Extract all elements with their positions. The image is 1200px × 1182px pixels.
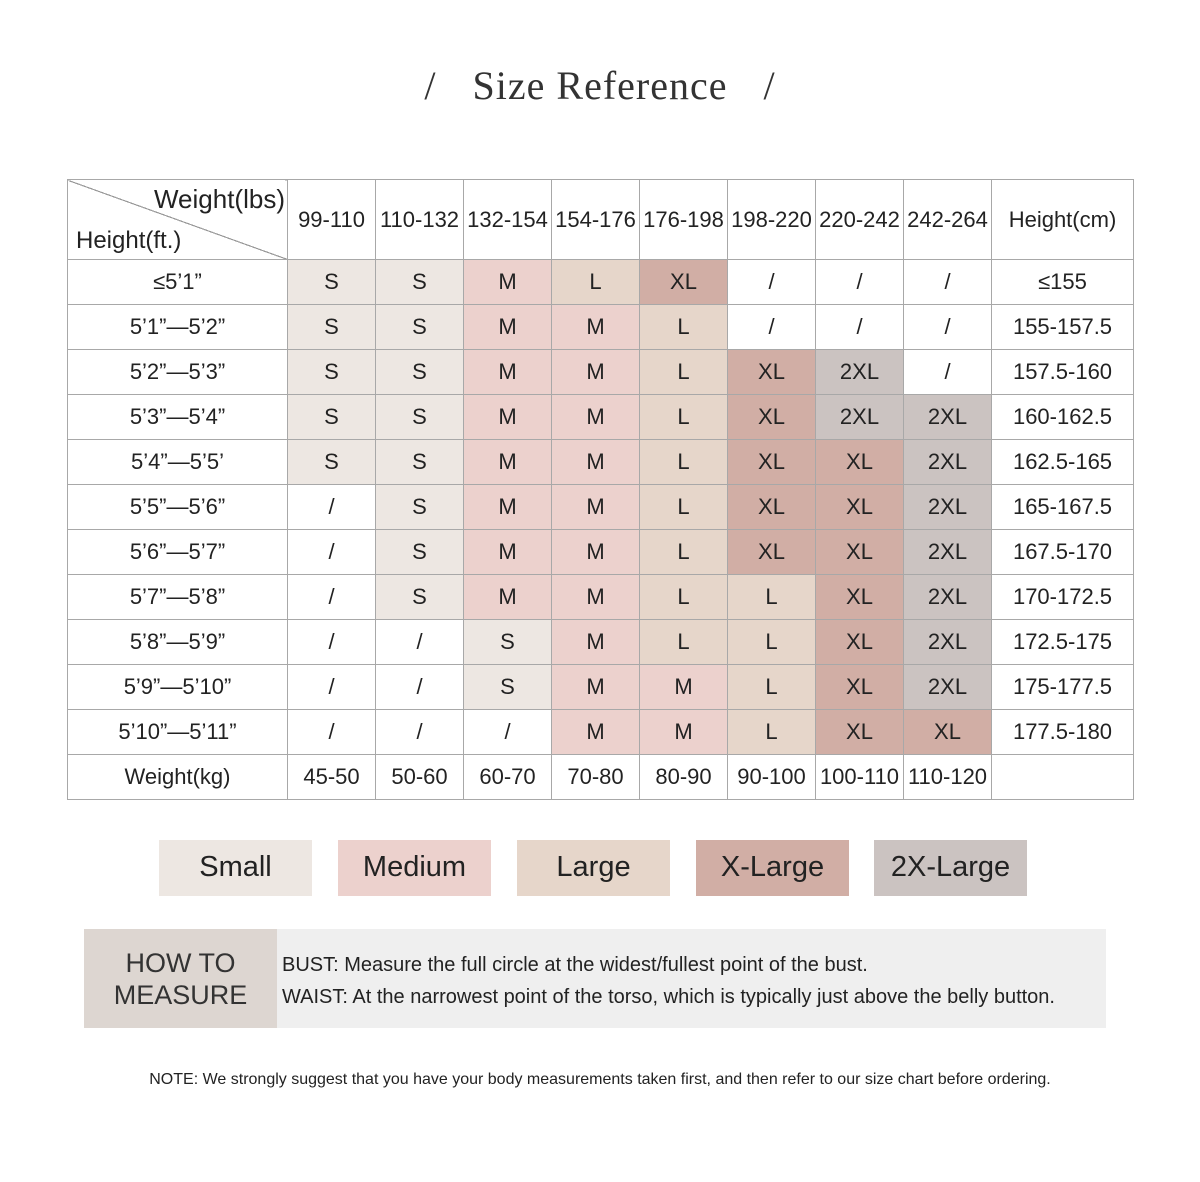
size-cell: 2XL <box>904 440 992 485</box>
size-row <box>68 440 1134 485</box>
weight-kg-cell: 45-50 <box>288 755 376 800</box>
size-cell: XL <box>728 485 816 530</box>
size-cell: M <box>552 620 640 665</box>
size-row <box>68 530 1134 575</box>
size-row <box>68 710 1134 755</box>
weight-kg-cell: 90-100 <box>728 755 816 800</box>
size-cell: / <box>904 260 992 305</box>
size-cell: / <box>376 710 464 755</box>
size-cell: 2XL <box>904 665 992 710</box>
size-cell: XL <box>904 710 992 755</box>
height-cm-cell: 162.5-165 <box>992 440 1134 485</box>
height-ft-cell: 5’4”—5’5’ <box>68 440 288 485</box>
weight-kg-label: Weight(kg) <box>68 755 288 800</box>
height-ft-cell: 5’3”—5’4” <box>68 395 288 440</box>
size-row <box>68 305 1134 350</box>
size-cell: / <box>728 260 816 305</box>
weight-lbs-col-header: 99-110 <box>288 180 376 260</box>
size-cell: M <box>464 395 552 440</box>
size-cell: S <box>376 575 464 620</box>
size-cell: L <box>640 440 728 485</box>
height-cm-header: Height(cm) <box>992 180 1134 260</box>
size-cell: / <box>288 710 376 755</box>
size-cell: / <box>376 620 464 665</box>
size-row <box>68 665 1134 710</box>
empty-cell <box>992 755 1134 800</box>
size-cell: M <box>552 485 640 530</box>
height-ft-cell: 5’7”—5’8” <box>68 575 288 620</box>
size-cell: M <box>640 710 728 755</box>
weight-kg-row <box>68 755 1134 800</box>
size-cell: XL <box>816 665 904 710</box>
size-cell: S <box>376 305 464 350</box>
title-slash-left: / <box>424 63 437 108</box>
size-cell: 2XL <box>816 395 904 440</box>
size-cell: XL <box>816 575 904 620</box>
size-cell: XL <box>728 395 816 440</box>
how-to-label-line2: MEASURE <box>113 979 248 1010</box>
height-cm-cell: 160-162.5 <box>992 395 1134 440</box>
legend-chip: 2X-Large <box>874 840 1027 896</box>
height-ft-cell: ≤5’1” <box>68 260 288 305</box>
weight-lbs-col-header: 198-220 <box>728 180 816 260</box>
height-cm-cell: 170-172.5 <box>992 575 1134 620</box>
size-cell: / <box>728 305 816 350</box>
size-cell: M <box>552 710 640 755</box>
size-cell: S <box>288 395 376 440</box>
size-cell: M <box>464 260 552 305</box>
legend-chip: Medium <box>338 840 491 896</box>
weight-lbs-col-header: 242-264 <box>904 180 992 260</box>
size-cell: XL <box>816 440 904 485</box>
size-cell: / <box>288 620 376 665</box>
size-cell: / <box>816 260 904 305</box>
weight-lbs-col-header: 110-132 <box>376 180 464 260</box>
weight-lbs-col-header: 176-198 <box>640 180 728 260</box>
size-legend <box>159 840 1029 896</box>
size-cell: XL <box>816 530 904 575</box>
size-row <box>68 350 1134 395</box>
height-ft-cell: 5’8”—5’9” <box>68 620 288 665</box>
height-ft-cell: 5’6”—5’7” <box>68 530 288 575</box>
weight-kg-cell: 110-120 <box>904 755 992 800</box>
size-cell: / <box>288 530 376 575</box>
height-cm-cell: 177.5-180 <box>992 710 1134 755</box>
size-cell: XL <box>728 350 816 395</box>
height-cm-cell: 157.5-160 <box>992 350 1134 395</box>
size-cell: 2XL <box>904 395 992 440</box>
size-cell: L <box>640 530 728 575</box>
size-cell: L <box>640 305 728 350</box>
legend-chip: Large <box>517 840 670 896</box>
size-cell: / <box>464 710 552 755</box>
size-row <box>68 395 1134 440</box>
size-cell: 2XL <box>904 530 992 575</box>
size-cell: M <box>464 575 552 620</box>
size-cell: S <box>464 665 552 710</box>
size-cell: L <box>640 395 728 440</box>
size-cell: L <box>640 350 728 395</box>
size-cell: / <box>904 305 992 350</box>
size-cell: S <box>376 350 464 395</box>
size-cell: M <box>552 440 640 485</box>
size-cell: S <box>288 260 376 305</box>
size-cell: 2XL <box>816 350 904 395</box>
size-row <box>68 485 1134 530</box>
weight-lbs-col-header: 220-242 <box>816 180 904 260</box>
size-cell: S <box>376 395 464 440</box>
height-ft-header: Height(ft.) <box>76 227 182 254</box>
header-row <box>68 180 1134 260</box>
legend-chip: X-Large <box>696 840 849 896</box>
size-cell: M <box>640 665 728 710</box>
height-cm-cell: ≤155 <box>992 260 1134 305</box>
height-cm-cell: 165-167.5 <box>992 485 1134 530</box>
size-cell: / <box>376 665 464 710</box>
size-row <box>68 260 1134 305</box>
size-cell: S <box>376 260 464 305</box>
how-to-measure-text <box>282 949 1055 1013</box>
size-cell: XL <box>816 620 904 665</box>
how-to-label-line1: HOW TO <box>125 947 236 978</box>
height-cm-cell: 172.5-175 <box>992 620 1134 665</box>
size-cell: XL <box>728 530 816 575</box>
height-ft-cell: 5’1”—5’2” <box>68 305 288 350</box>
size-cell: L <box>728 665 816 710</box>
size-cell: L <box>552 260 640 305</box>
height-cm-cell: 175-177.5 <box>992 665 1134 710</box>
page-title <box>0 62 1200 109</box>
size-cell: / <box>904 350 992 395</box>
title-slash-right: / <box>763 63 776 108</box>
height-cm-cell: 155-157.5 <box>992 305 1134 350</box>
waist-instruction: WAIST: At the narrowest point of the torso, which is typically just above the belly button. <box>282 986 1055 1008</box>
note-text: NOTE: We strongly suggest that you have your body measurements taken first, and then refer to our size chart before ordering. <box>149 1071 1051 1088</box>
size-table <box>67 179 1134 800</box>
size-cell: / <box>816 305 904 350</box>
weight-lbs-col-header: 154-176 <box>552 180 640 260</box>
size-cell: M <box>552 350 640 395</box>
size-cell: XL <box>640 260 728 305</box>
size-cell: XL <box>816 485 904 530</box>
height-ft-cell: 5’2”—5’3” <box>68 350 288 395</box>
size-cell: M <box>464 485 552 530</box>
size-cell: 2XL <box>904 620 992 665</box>
weight-kg-cell: 50-60 <box>376 755 464 800</box>
size-cell: / <box>288 575 376 620</box>
size-cell: S <box>376 485 464 530</box>
weight-lbs-col-header: 132-154 <box>464 180 552 260</box>
size-cell: M <box>464 305 552 350</box>
size-cell: L <box>728 620 816 665</box>
size-cell: S <box>376 440 464 485</box>
height-cm-cell: 167.5-170 <box>992 530 1134 575</box>
size-cell: L <box>728 710 816 755</box>
size-cell: / <box>288 485 376 530</box>
size-cell: / <box>288 665 376 710</box>
height-ft-cell: 5’10”—5’11” <box>68 710 288 755</box>
title-text: Size Reference <box>472 63 728 108</box>
size-cell: M <box>464 350 552 395</box>
size-cell: L <box>640 575 728 620</box>
weight-kg-cell: 70-80 <box>552 755 640 800</box>
size-cell: S <box>464 620 552 665</box>
weight-kg-cell: 80-90 <box>640 755 728 800</box>
height-ft-cell: 5’5”—5’6” <box>68 485 288 530</box>
size-cell: M <box>552 665 640 710</box>
size-cell: S <box>288 305 376 350</box>
size-cell: M <box>552 530 640 575</box>
bust-instruction: BUST: Measure the full circle at the widest/fullest point of the bust. <box>282 954 868 976</box>
size-cell: L <box>640 620 728 665</box>
size-cell: 2XL <box>904 575 992 620</box>
size-cell: XL <box>816 710 904 755</box>
size-cell: S <box>288 440 376 485</box>
how-to-measure-box <box>84 929 1106 1028</box>
weight-lbs-header: Weight(lbs) <box>153 184 285 214</box>
size-cell: M <box>464 440 552 485</box>
legend-chip: Small <box>159 840 312 896</box>
size-cell: M <box>552 305 640 350</box>
size-cell: M <box>552 395 640 440</box>
size-cell: XL <box>728 440 816 485</box>
size-row <box>68 575 1134 620</box>
weight-kg-cell: 100-110 <box>816 755 904 800</box>
corner-cell <box>68 180 288 260</box>
weight-kg-cell: 60-70 <box>464 755 552 800</box>
size-cell: L <box>640 485 728 530</box>
how-to-measure-label <box>84 929 277 1028</box>
size-cell: 2XL <box>904 485 992 530</box>
size-cell: M <box>464 530 552 575</box>
size-cell: L <box>728 575 816 620</box>
height-ft-cell: 5’9”—5’10” <box>68 665 288 710</box>
size-cell: S <box>288 350 376 395</box>
size-cell: S <box>376 530 464 575</box>
size-row <box>68 620 1134 665</box>
size-cell: M <box>552 575 640 620</box>
